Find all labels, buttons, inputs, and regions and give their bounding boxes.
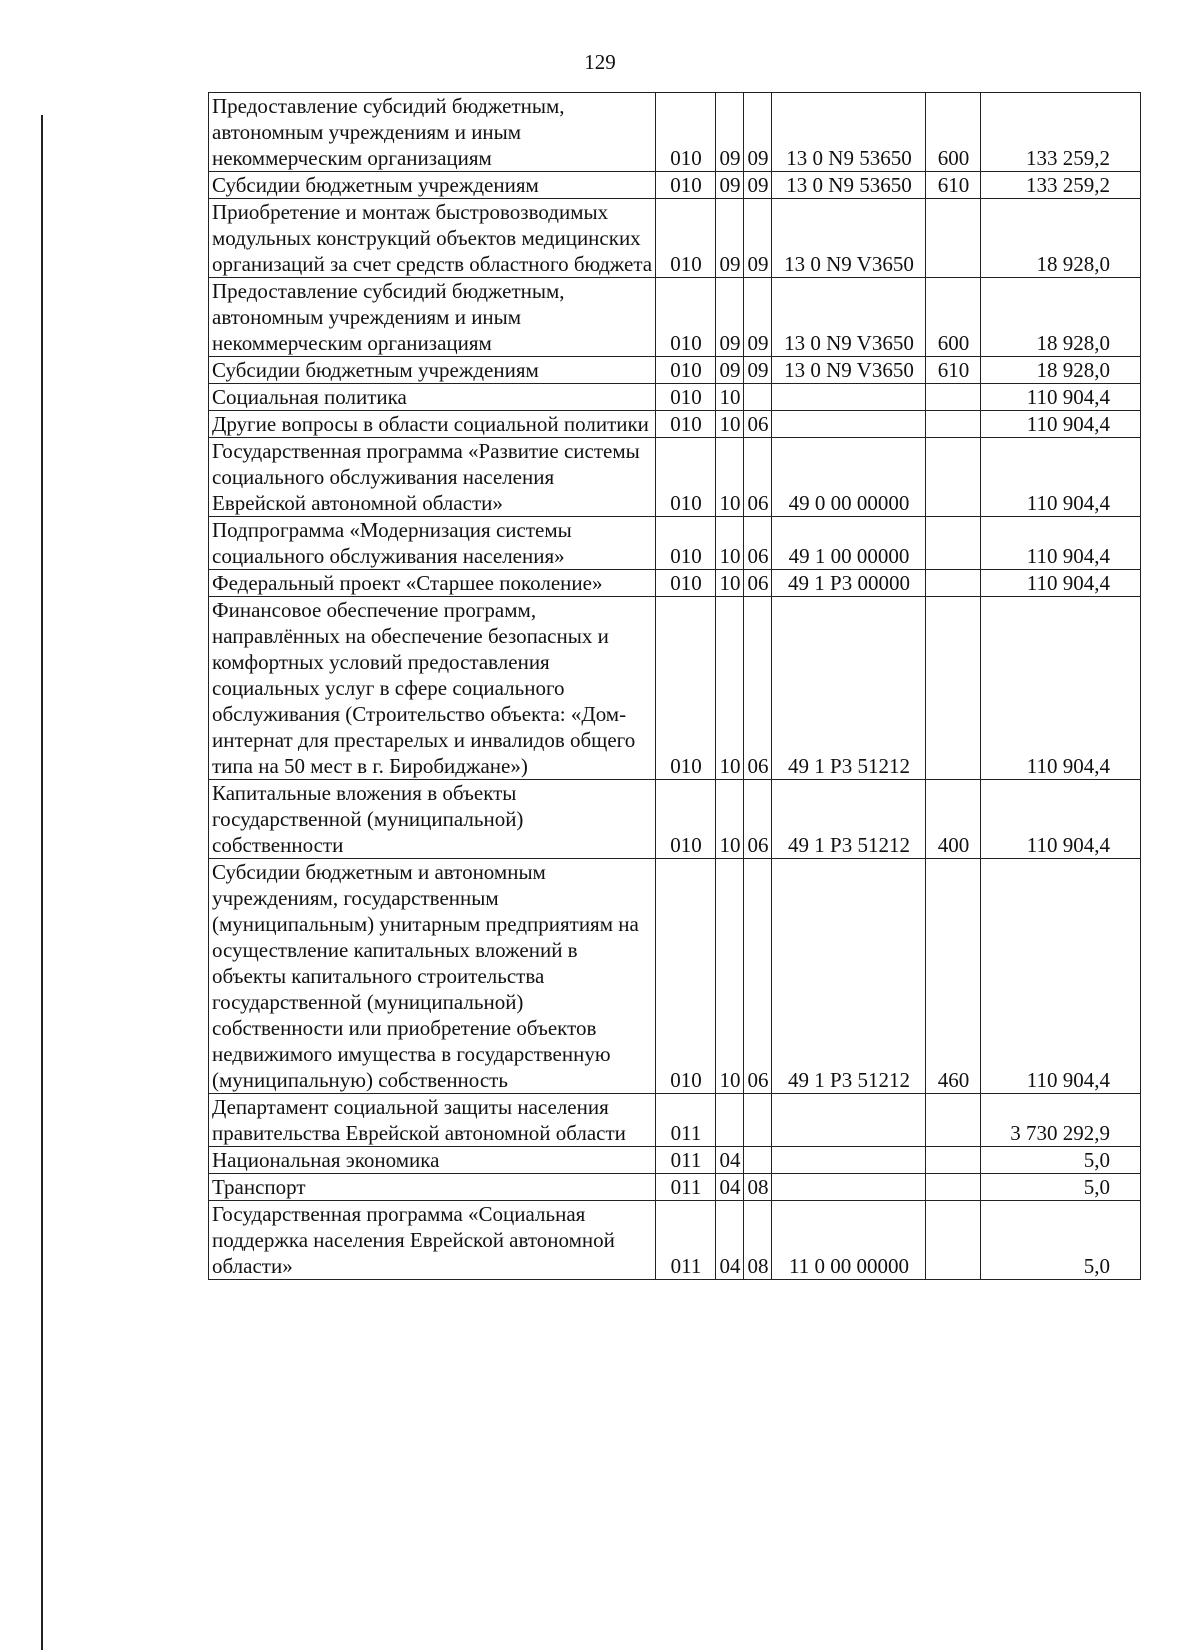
row-admin-code: 010 — [656, 780, 716, 859]
table-row — [209, 172, 1141, 199]
margin-rule — [41, 115, 43, 1650]
row-target-article: 13 0 N9 53650 — [772, 93, 926, 172]
row-section-code: 10 — [716, 597, 744, 780]
row-amount: 110 904,4 — [981, 517, 1141, 570]
row-target-article — [772, 1147, 926, 1174]
row-amount: 3 730 292,9 — [981, 1094, 1141, 1147]
row-target-article: 13 0 N9 V3650 — [772, 278, 926, 357]
row-admin-code: 011 — [656, 1147, 716, 1174]
row-expense-type — [926, 1094, 981, 1147]
row-section-code: 10 — [716, 517, 744, 570]
row-section-code: 10 — [716, 438, 744, 517]
row-name: Подпрограмма «Модернизация системы социального обслуживания населения» — [209, 517, 656, 570]
row-expense-type: 600 — [926, 278, 981, 357]
row-subsection-code: 09 — [744, 278, 772, 357]
row-admin-code: 010 — [656, 517, 716, 570]
row-section-code: 09 — [716, 357, 744, 384]
row-admin-code: 010 — [656, 384, 716, 411]
row-name: Другие вопросы в области социальной политики — [209, 411, 656, 438]
row-expense-type: 610 — [926, 172, 981, 199]
row-amount: 110 904,4 — [981, 859, 1141, 1094]
table-row — [209, 1147, 1141, 1174]
row-section-code: 04 — [716, 1174, 744, 1201]
table-row — [209, 438, 1141, 517]
row-name: Капитальные вложения в объекты государственной (муниципальной) собственности — [209, 780, 656, 859]
row-admin-code: 011 — [656, 1174, 716, 1201]
row-subsection-code: 09 — [744, 93, 772, 172]
row-subsection-code: 06 — [744, 570, 772, 597]
row-expense-type — [926, 517, 981, 570]
row-amount: 5,0 — [981, 1174, 1141, 1201]
table-row — [209, 357, 1141, 384]
row-target-article: 49 1 00 00000 — [772, 517, 926, 570]
row-amount: 18 928,0 — [981, 357, 1141, 384]
row-subsection-code: 09 — [744, 199, 772, 278]
row-section-code: 10 — [716, 411, 744, 438]
row-amount: 18 928,0 — [981, 199, 1141, 278]
row-expense-type — [926, 411, 981, 438]
row-name: Субсидии бюджетным учреждениям — [209, 172, 656, 199]
budget-table-body — [209, 93, 1141, 1280]
table-row — [209, 859, 1141, 1094]
row-subsection-code — [744, 1147, 772, 1174]
row-target-article — [772, 1174, 926, 1201]
row-section-code: 09 — [716, 172, 744, 199]
row-subsection-code — [744, 384, 772, 411]
row-admin-code: 010 — [656, 859, 716, 1094]
row-expense-type — [926, 1147, 981, 1174]
row-expense-type — [926, 597, 981, 780]
row-amount: 18 928,0 — [981, 278, 1141, 357]
row-name: Социальная политика — [209, 384, 656, 411]
row-subsection-code: 06 — [744, 517, 772, 570]
table-row — [209, 384, 1141, 411]
row-subsection-code: 06 — [744, 780, 772, 859]
row-admin-code: 010 — [656, 411, 716, 438]
row-amount: 110 904,4 — [981, 570, 1141, 597]
row-name: Государственная программа «Развитие системы социального обслуживания населения Еврейской автономной области» — [209, 438, 656, 517]
table-row — [209, 199, 1141, 278]
row-subsection-code: 09 — [744, 357, 772, 384]
row-target-article: 13 0 N9 V3650 — [772, 357, 926, 384]
row-admin-code: 010 — [656, 570, 716, 597]
row-name: Предоставление субсидий бюджетным, автономным учреждениям и иным некоммерческим организациям — [209, 278, 656, 357]
row-expense-type — [926, 1174, 981, 1201]
row-name: Национальная экономика — [209, 1147, 656, 1174]
row-name: Субсидии бюджетным и автономным учреждениям, государственным (муниципальным) унитарным предприятиям на осуществление капитальных вложений в объекты капитального строительства государственной (муниципальной) собственности или приобретение объектов недвижимого имущества в государственную (муниципальную) собственность — [209, 859, 656, 1094]
table-row — [209, 1174, 1141, 1201]
row-section-code: 09 — [716, 93, 744, 172]
row-subsection-code: 06 — [744, 597, 772, 780]
row-target-article: 11 0 00 00000 — [772, 1201, 926, 1280]
row-section-code — [716, 1094, 744, 1147]
row-name: Финансовое обеспечение программ, направлённых на обеспечение безопасных и комфортных условий предоставления социальных услуг в сфере социального обслуживания (Строительство объекта: «Дом-интернат для престарелых и инвалидов общего типа на 50 мест в г. Биробиджане») — [209, 597, 656, 780]
row-amount: 5,0 — [981, 1201, 1141, 1280]
row-section-code: 09 — [716, 278, 744, 357]
row-subsection-code: 08 — [744, 1201, 772, 1280]
row-expense-type: 610 — [926, 357, 981, 384]
row-target-article: 49 1 P3 00000 — [772, 570, 926, 597]
row-target-article: 49 1 P3 51212 — [772, 780, 926, 859]
table-row — [209, 278, 1141, 357]
row-section-code: 04 — [716, 1201, 744, 1280]
row-name: Департамент социальной защиты населения правительства Еврейской автономной области — [209, 1094, 656, 1147]
row-name: Приобретение и монтаж быстровозводимых модульных конструкций объектов медицинских организаций за счет средств областного бюджета — [209, 199, 656, 278]
row-subsection-code: 08 — [744, 1174, 772, 1201]
row-admin-code: 011 — [656, 1201, 716, 1280]
row-target-article: 49 1 P3 51212 — [772, 597, 926, 780]
row-target-article — [772, 384, 926, 411]
row-amount: 110 904,4 — [981, 411, 1141, 438]
row-subsection-code: 06 — [744, 411, 772, 438]
row-name: Федеральный проект «Старшее поколение» — [209, 570, 656, 597]
row-expense-type: 600 — [926, 93, 981, 172]
row-subsection-code: 06 — [744, 859, 772, 1094]
row-section-code: 10 — [716, 570, 744, 597]
row-target-article: 49 1 P3 51212 — [772, 859, 926, 1094]
table-row — [209, 570, 1141, 597]
table-row — [209, 597, 1141, 780]
row-amount: 5,0 — [981, 1147, 1141, 1174]
row-admin-code: 010 — [656, 93, 716, 172]
budget-table — [208, 92, 1141, 1280]
table-row — [209, 517, 1141, 570]
row-expense-type: 460 — [926, 859, 981, 1094]
row-admin-code: 010 — [656, 278, 716, 357]
row-target-article — [772, 1094, 926, 1147]
row-target-article: 13 0 N9 53650 — [772, 172, 926, 199]
row-admin-code: 010 — [656, 438, 716, 517]
table-row — [209, 93, 1141, 172]
table-row — [209, 780, 1141, 859]
row-amount: 110 904,4 — [981, 597, 1141, 780]
row-target-article: 13 0 N9 V3650 — [772, 199, 926, 278]
table-row — [209, 1094, 1141, 1147]
row-section-code: 10 — [716, 384, 744, 411]
row-amount: 110 904,4 — [981, 780, 1141, 859]
row-subsection-code: 06 — [744, 438, 772, 517]
row-amount: 133 259,2 — [981, 93, 1141, 172]
row-admin-code: 010 — [656, 357, 716, 384]
row-admin-code: 010 — [656, 172, 716, 199]
table-row — [209, 411, 1141, 438]
row-expense-type — [926, 199, 981, 278]
row-admin-code: 010 — [656, 199, 716, 278]
row-subsection-code — [744, 1094, 772, 1147]
row-amount: 133 259,2 — [981, 172, 1141, 199]
row-amount: 110 904,4 — [981, 438, 1141, 517]
row-name: Транспорт — [209, 1174, 656, 1201]
row-name: Государственная программа «Социальная поддержка населения Еврейской автономной области» — [209, 1201, 656, 1280]
row-expense-type: 400 — [926, 780, 981, 859]
row-expense-type — [926, 1201, 981, 1280]
row-expense-type — [926, 384, 981, 411]
row-admin-code: 011 — [656, 1094, 716, 1147]
row-name: Предоставление субсидий бюджетным, автономным учреждениям и иным некоммерческим организациям — [209, 93, 656, 172]
row-name: Субсидии бюджетным учреждениям — [209, 357, 656, 384]
row-section-code: 09 — [716, 199, 744, 278]
row-section-code: 10 — [716, 780, 744, 859]
page-number: 129 — [584, 50, 616, 74]
table-row — [209, 1201, 1141, 1280]
row-target-article — [772, 411, 926, 438]
row-expense-type — [926, 438, 981, 517]
row-section-code: 04 — [716, 1147, 744, 1174]
row-target-article: 49 0 00 00000 — [772, 438, 926, 517]
row-section-code: 10 — [716, 859, 744, 1094]
row-amount: 110 904,4 — [981, 384, 1141, 411]
row-expense-type — [926, 570, 981, 597]
row-subsection-code: 09 — [744, 172, 772, 199]
row-admin-code: 010 — [656, 597, 716, 780]
